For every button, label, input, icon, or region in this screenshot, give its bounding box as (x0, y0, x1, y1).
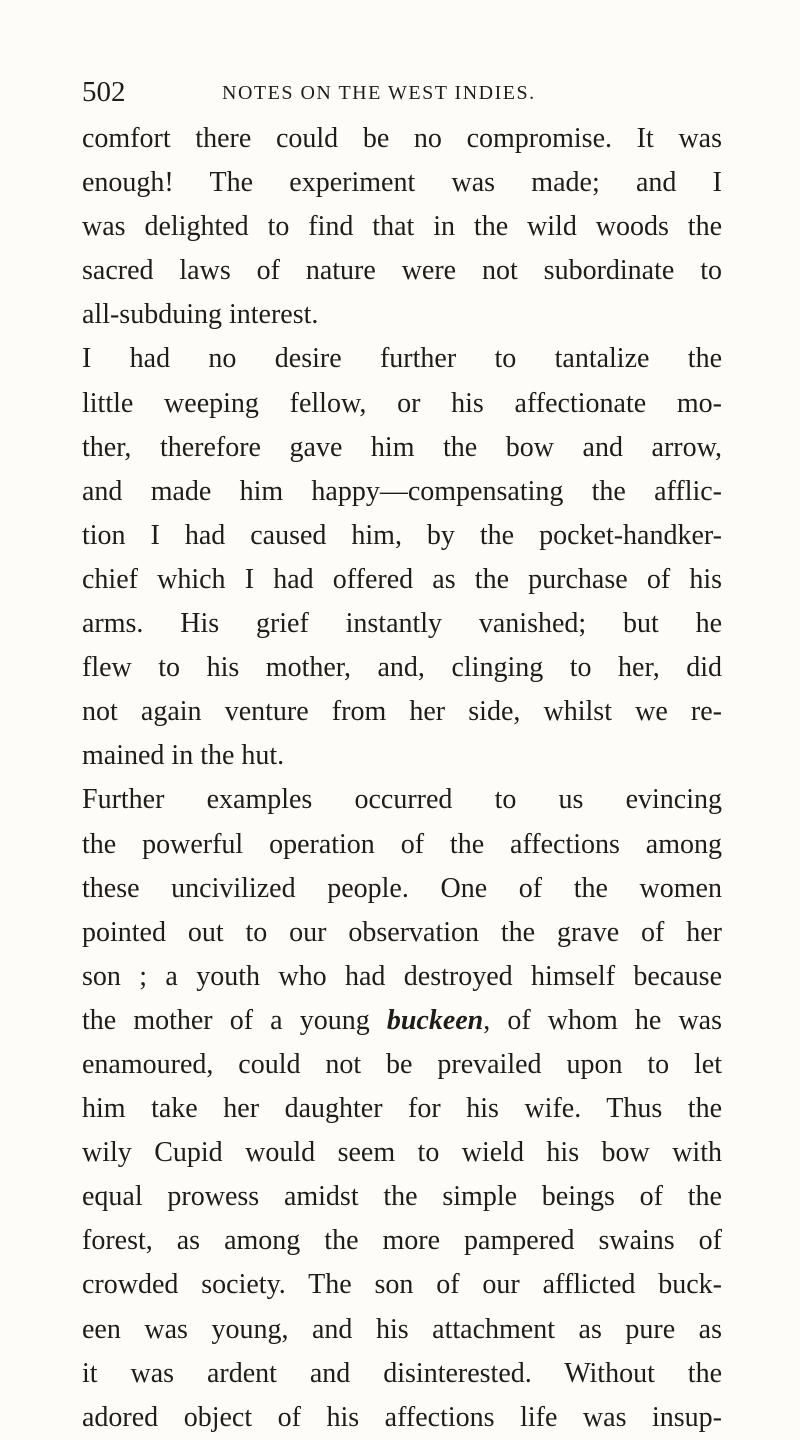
text-line: chief which I had offered as the purchase of his (82, 563, 722, 595)
text-line: een was young, and his attachment as pure as (82, 1313, 722, 1345)
text-line: comfort there could be no compromise. It was (82, 123, 722, 154)
text-line: him take her daughter for his wife. Thus the (82, 1093, 722, 1125)
text-line: enough! The experiment was made; and I (82, 167, 722, 199)
text-line: little weeping fellow, or his affectionate mo- (82, 387, 722, 419)
italic-word: buckeen (386, 1004, 484, 1036)
text-line: crowded society. The son of our afflicted buck- (82, 1269, 722, 1301)
text-line: the powerful operation of the affections among (82, 828, 722, 860)
text-line: and made him happy—compensating the afflic- (82, 475, 722, 507)
text-line: flew to his mother, and, clinging to her, did (82, 652, 722, 684)
text-line: equal prowess amidst the simple beings of the (82, 1181, 722, 1213)
page-number: 502 (82, 76, 126, 108)
text-line: ther, therefore gave him the bow and arrow, (82, 431, 722, 463)
text-line: I had no desire further to tantalize the (82, 343, 722, 375)
text-line: was delighted to find that in the wild woods the (82, 211, 722, 243)
text-line: not again venture from her side, whilst we re- (82, 696, 722, 728)
text-line: enamoured, could not be prevailed upon to let (82, 1048, 722, 1080)
text-line: pointed out to our observation the grave of her (82, 916, 722, 948)
running-title: NOTES ON THE WEST INDIES. (222, 82, 536, 104)
text-line: Further examples occurred to us evincing (82, 784, 722, 816)
text-line: arms. His grief instantly vanished; but he (82, 608, 722, 640)
text-line: these uncivilized people. One of the women (82, 872, 722, 904)
text-line: tion I had caused him, by the pocket-handker- (82, 519, 722, 551)
text-line: the mother of a young buckeen, of whom he was (82, 1004, 722, 1036)
text-line: mained in the hut. (82, 740, 285, 772)
text-line: it was ardent and disinterested. Without the (82, 1357, 722, 1389)
text-line: adored object of his affections life was insup- (82, 1401, 722, 1433)
text-line: forest, as among the more pampered swains of (82, 1225, 722, 1257)
text-line: son ; a youth who had destroyed himself because (82, 960, 722, 992)
text-line: sacred laws of nature were not subordinate to (82, 255, 722, 287)
text-line: wily Cupid would seem to wield his bow with (82, 1137, 722, 1169)
text-line: all-subduing interest. (82, 299, 319, 331)
page-header (82, 76, 702, 116)
body-text (82, 117, 722, 1440)
